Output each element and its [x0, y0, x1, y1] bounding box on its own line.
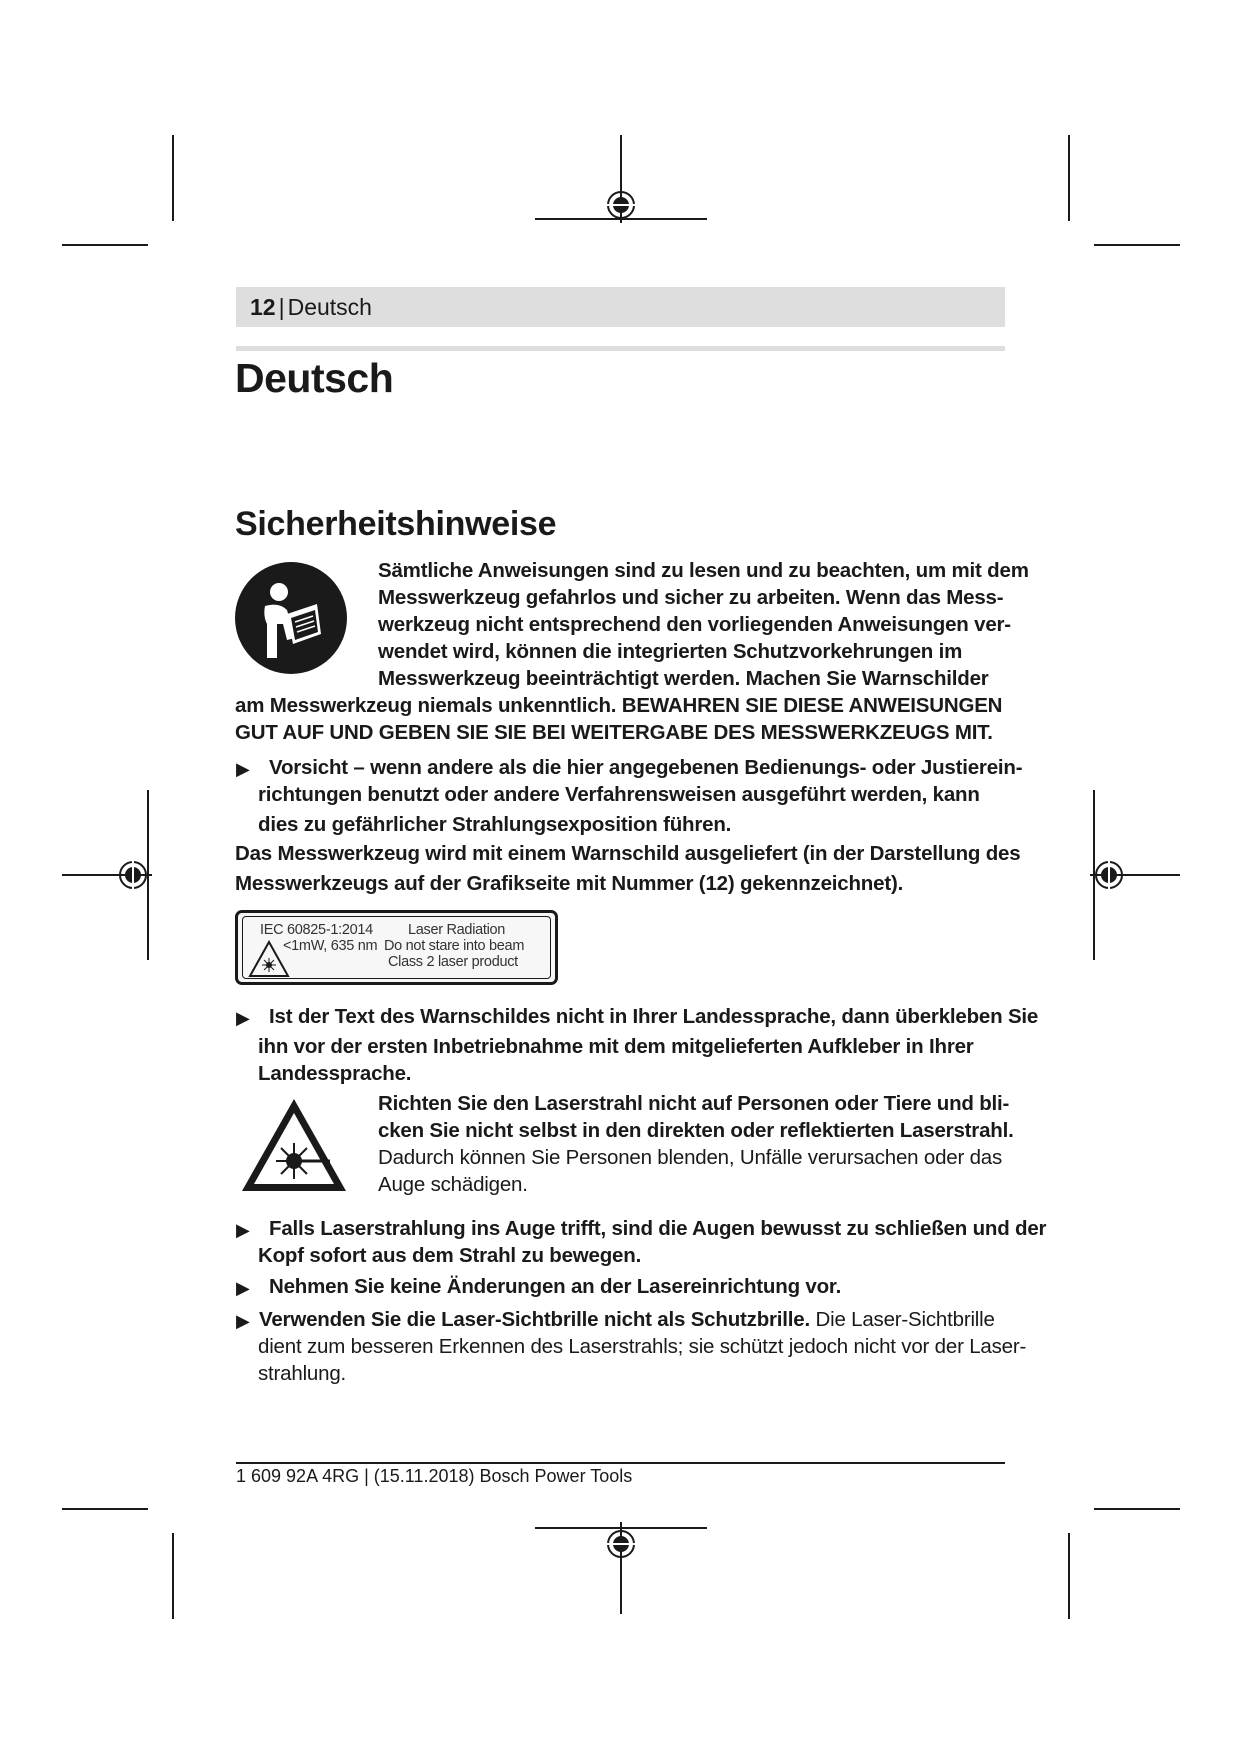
laser-warning-small-icon [248, 940, 290, 978]
page-title: Deutsch [235, 355, 394, 401]
modify-line: Nehmen Sie keine Änderungen an der Lasereinrichtung vor. [269, 1275, 842, 1298]
label-note-line: Messwerkzeugs auf der Grafikseite mit Nummer (12) gekennzeichnet). [235, 872, 904, 895]
beam-explanation-line: Dadurch können Sie Personen blenden, Unfälle verursachen oder das [378, 1146, 1003, 1169]
registration-mark-icon [1090, 855, 1180, 895]
eyes-line: Kopf sofort aus dem Strahl zu bewegen. [258, 1244, 642, 1267]
caution-line: Vorsicht – wenn andere als die hier angegebenen Bedienungs- oder Justierein- [269, 756, 1023, 779]
glasses-bold-text: Verwenden Sie die Laser-Sichtbrille nicht als Schutzbrille. [259, 1308, 810, 1331]
glasses-first-line [259, 1306, 995, 1333]
header-section: Deutsch [287, 294, 372, 320]
sticker-line: ihn vor der ersten Inbetriebnahme mit dem mitgelieferten Aufkleber in Ihrer [258, 1035, 974, 1058]
read-manual-icon [235, 562, 347, 674]
label-line-3: Class 2 laser product [388, 954, 518, 970]
intro-line: Sämtliche Anweisungen sind zu lesen und zu beachten, um mit dem [378, 559, 1029, 582]
glasses-regular-text: Die Laser-Sichtbrille [815, 1308, 995, 1331]
intro-line: Messwerkzeug beeinträchtigt werden. Machen Sie Warnschilder [378, 667, 989, 690]
laser-warning-icon [238, 1095, 350, 1195]
label-power: <1mW, 635 nm [283, 938, 378, 954]
crop-mark [1094, 1508, 1180, 1510]
caution-line: dies zu gefährlicher Strahlungsexposition führen. [258, 813, 732, 836]
crop-mark [62, 1508, 148, 1510]
page-header [236, 287, 1005, 327]
beam-warning-line: Richten Sie den Laserstrahl nicht auf Personen oder Tiere und bli- [378, 1092, 1010, 1115]
laser-warning-label [235, 910, 558, 985]
intro-line: GUT AUF UND GEBEN SIE SIE BEI WEITERGABE DES MESSWERKZEUGS MIT. [235, 721, 993, 744]
sticker-line: Ist der Text des Warnschildes nicht in Ihrer Landessprache, dann überkleben Sie [269, 1005, 1039, 1028]
bullet-triangle-icon: ▶ [236, 1311, 250, 1331]
bullet-triangle-icon: ▶ [236, 1008, 250, 1028]
crop-mark [62, 244, 148, 246]
sticker-line: Landessprache. [258, 1062, 412, 1085]
crop-mark [172, 135, 174, 221]
intro-line: wendet wird, können die integrierten Schutzvorkehrungen im [378, 640, 963, 663]
header-rule [236, 346, 1005, 351]
crop-mark [1068, 135, 1070, 221]
page-footer: 1 609 92A 4RG | (15.11.2018) Bosch Power Tools [236, 1466, 633, 1486]
crop-mark [1068, 1533, 1070, 1619]
page-number: 12 [250, 294, 276, 320]
registration-mark-icon [535, 1522, 707, 1614]
label-note-line: Das Messwerkzeug wird mit einem Warnschild ausgeliefert (in der Darstellung des [235, 842, 1021, 865]
glasses-line: dient zum besseren Erkennen des Laserstrahls; sie schützt jedoch nicht vor der Laser- [258, 1335, 1027, 1358]
bullet-triangle-icon: ▶ [236, 1220, 250, 1240]
bullet-triangle-icon: ▶ [236, 1278, 250, 1298]
intro-line: werkzeug nicht entsprechend den vorliegenden Anweisungen ver- [378, 613, 1011, 636]
crop-mark [1094, 244, 1180, 246]
bullet-triangle-icon: ▶ [236, 759, 250, 779]
beam-warning-line: cken Sie nicht selbst in den direkten oder reflektierten Laserstrahl. [378, 1119, 1014, 1142]
eyes-line: Falls Laserstrahlung ins Auge trifft, sind die Augen bewusst zu schließen und der [269, 1217, 1047, 1240]
label-line-2: Do not stare into beam [384, 938, 525, 954]
section-heading: Sicherheitshinweise [235, 505, 557, 543]
registration-mark-icon [535, 135, 707, 225]
beam-explanation-line: Auge schädigen. [378, 1173, 528, 1196]
label-line-1: Laser Radiation [408, 922, 506, 938]
intro-line: am Messwerkzeug niemals unkenntlich. BEWAHREN SIE DIESE ANWEISUNGEN [235, 694, 1003, 717]
caution-line: richtungen benutzt oder andere Verfahrensweisen ausgeführt werden, kann [258, 783, 980, 806]
crop-mark [172, 1533, 174, 1619]
header-separator: | [278, 294, 285, 320]
label-standard: IEC 60825-1:2014 [260, 922, 373, 938]
registration-mark-icon [62, 855, 152, 895]
glasses-line: strahlung. [258, 1362, 347, 1385]
footer-rule [236, 1462, 1005, 1464]
intro-line: Messwerkzeug gefahrlos und sicher zu arbeiten. Wenn das Mess- [378, 586, 1004, 609]
